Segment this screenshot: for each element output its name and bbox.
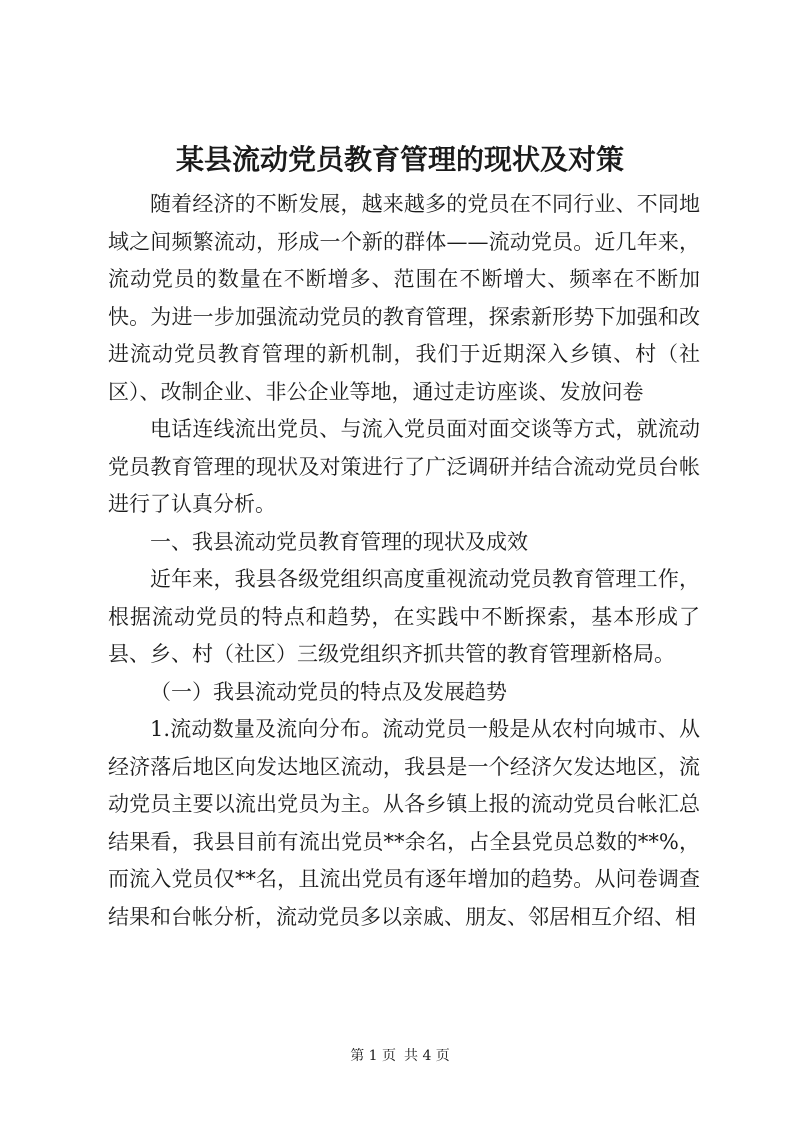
- subsection-heading-1: （一）我县流动党员的特点及发展趋势: [150, 679, 507, 704]
- paragraph-flow-distribution: 1.流动数量及流向分布。流动党员一般是从农村向城市、从经济落后地区向发达地区流动，我县是一个经济欠发达地区，流动党员主要以流出党员为主。从各乡镇上报的流动党员台帐汇总结果看，我县目前有流出党员**余名，占全县党员总数的**%，而流入党员仅**名，且流出党员有逐年增加的趋势。从问卷调查结果和台帐分析，流动党员多以亲戚、朋友、邻居相互介绍、相: [108, 717, 700, 929]
- paragraph-method: 电话连线流出党员、与流入党员面对面交谈等方式，就流动党员教育管理的现状及对策进行了广泛调研并结合流动党员台帐进行了认真分析。: [108, 417, 700, 516]
- paragraph-intro: 随着经济的不断发展，越来越多的党员在不同行业、不同地域之间频繁流动，形成一个新的群体——流动党员。近几年来，流动党员的数量在不断增多、范围在不断增大、频率在不断加快。为进一步加强流动党员的教育管理，探索新形势下加强和改进流动党员教育管理的新机制，我们于近期深入乡镇、村（社区）、改制企业、非公企业等地，通过走访座谈、发放问卷: [108, 192, 700, 404]
- document-body: [108, 186, 700, 936]
- section-heading-1: 一、我县流动党员教育管理的现状及成效: [150, 529, 528, 554]
- page-number: 第 1 页: [350, 1048, 396, 1064]
- document-title: 某县流动党员教育管理的现状及对策: [175, 143, 624, 176]
- paragraph-overview: 近年来，我县各级党组织高度重视流动党员教育管理工作，根据流动党员的特点和趋势，在实践中不断探索，基本形成了县、乡、村（社区）三级党组织齐抓共管的教育管理新格局。: [108, 567, 700, 666]
- page-footer: [0, 1046, 800, 1066]
- total-pages: 共 4 页: [404, 1048, 450, 1064]
